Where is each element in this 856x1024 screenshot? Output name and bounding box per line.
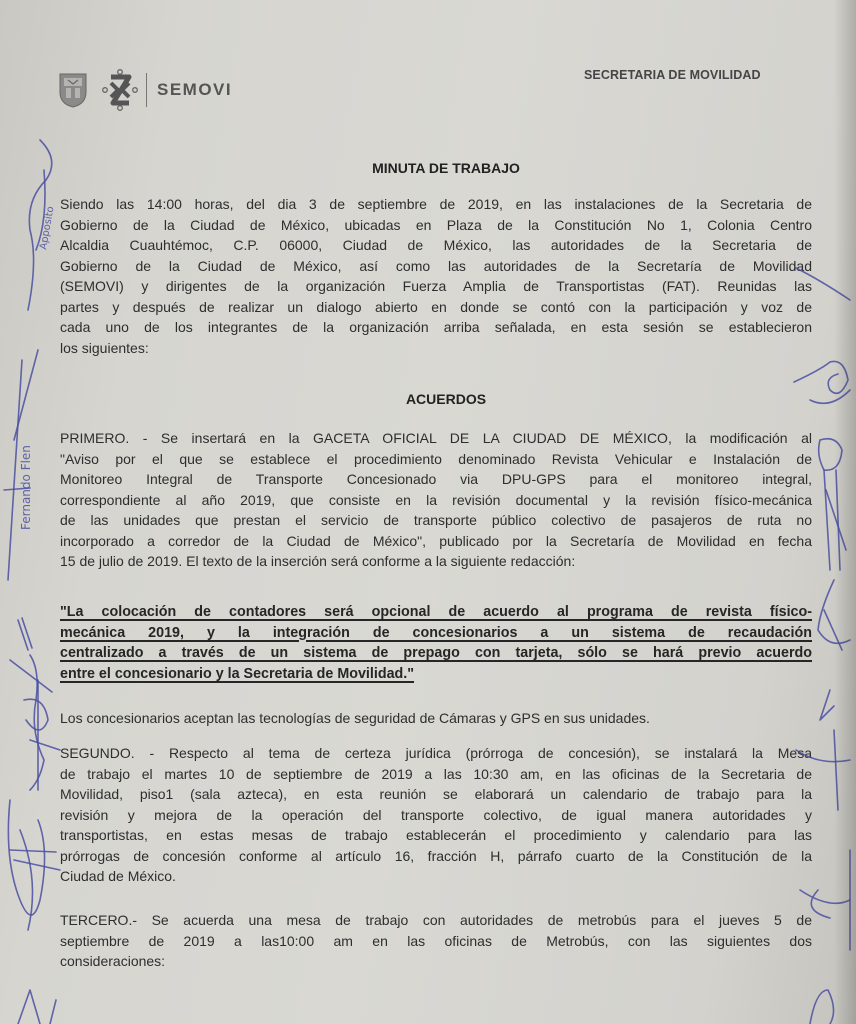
intro-line: cada uno de los integrantes de la organización arriba señalada, en esta sesión se establecieron	[60, 319, 812, 335]
quote-line: "La colocación de contadores será opcional de acuerdo al programa de revista físico-	[60, 604, 812, 620]
semovi-knot-icon	[102, 68, 138, 112]
cdmx-coat-of-arms-icon	[58, 72, 88, 108]
acuerdos-heading: ACUERDOS	[405, 391, 487, 407]
primero-line: "Aviso por el que se establece el procedimiento denominado Revista Vehicular e Instalación de	[60, 450, 812, 467]
intro-line: partes y después de realizar un dialogo abierto en donde se contó con la participación y voz de	[60, 298, 812, 315]
intro-paragraph	[60, 194, 812, 358]
primero-line: de las unidades que prestan el servicio de transporte público colectivo de pasajeros de ruta no	[60, 512, 812, 528]
intro-line: Gobierno de la Ciudad de México, ubicadas en Plaza de la Constitución No 1, Colonia Centro	[60, 216, 812, 233]
segundo-line: de trabajo el martes 10 de septiembre de 2019 a las 10:30 am, en las oficinas de la Secretaria de	[60, 765, 812, 782]
segundo-line: transportistas, en estas mesas de trabajo establecerán el procedimiento y calendario para las	[60, 827, 812, 843]
tercero-line: septiembre de 2019 a las10:00 am en las oficinas de Metrobús, con las siguientes dos	[60, 932, 812, 949]
segundo-line: prórrogas de concesión conforme al artículo 16, fracción H, párrafo cuarto de la Constitución de la	[60, 847, 812, 864]
primero-line: PRIMERO. - Se insertará en la GACETA OFICIAL DE LA CIUDAD DE MÉXICO, la modificación al	[60, 430, 812, 446]
inserted-text-quote	[60, 602, 812, 684]
intro-line: Alcaldia Cuauhtémoc, C.P. 06000, Ciudad de México, las autoridades de la Secretaria de	[60, 237, 812, 253]
intro-line: Gobierno de la Ciudad de México, así como las autoridades de la Secretaría de Movilidad	[60, 257, 812, 274]
intro-line: (SEMOVI) y dirigentes de la organización Fuerza Amplia de Transportistas (FAT). Reunidas las	[60, 278, 812, 294]
intro-line: Siendo las 14:00 horas, del dia 3 de septiembre de 2019, en las instalaciones de la Secretaria de	[60, 196, 812, 212]
semovi-logo-group	[58, 68, 232, 112]
logo-divider	[146, 73, 147, 107]
primero-line: correspondiente al año 2019, que consiste en la revisión documental y la revisión físico-mecánica	[60, 491, 812, 508]
tercero-line: TERCERO.- Se acuerda una mesa de trabajo con autoridades de metrobús para el jueves 5 de	[60, 912, 812, 928]
tercero-paragraph	[60, 910, 812, 972]
semovi-logo-text: SEMOVI	[157, 80, 233, 99]
signature-name-text: Fernando Flen	[19, 445, 33, 530]
page-edge-shadow	[834, 0, 856, 1024]
primero-paragraph	[60, 428, 812, 572]
segundo-paragraph	[60, 743, 812, 887]
segundo-line: SEGUNDO. - Respecto al tema de certeza jurídica (prórroga de concesión), se instalará la Mesa	[60, 745, 812, 761]
segundo-line: revisión y mejora de la operación del transporte colectivo, de igual manera autoridades y	[60, 806, 812, 823]
primero-line: 15 de julio de 2019. El texto de la inserción será conforme a la siguiente redacción:	[60, 553, 576, 569]
quote-line: mecánica 2019, y la integración de concesionarios a un sistema de recaudación	[60, 624, 812, 641]
primero-line: Monitoreo Integral de Transporte Concesionado via DPU-GPS para el monitoreo integral,	[60, 471, 812, 487]
secretaria-heading: SECRETARIA DE MOVILIDAD	[584, 68, 761, 82]
intro-line: los siguientes:	[60, 339, 149, 356]
tecnologias-paragraph	[60, 708, 812, 729]
quote-line: centralizado a través de un sistema de prepago con tarjeta, sólo se hará previo acuerdo	[60, 645, 812, 661]
primero-line: incorporado a corredor de la Ciudad de México", publicado por la Secretaría de Movilidad en fecha	[60, 532, 812, 549]
tecnologias-line: Los concesionarios aceptan las tecnologías de seguridad de Cámaras y GPS en sus unidades.	[60, 710, 650, 726]
segundo-line: Movilidad, piso1 (sala azteca), en esta reunión se elaborará un calendario de trabajo para la	[60, 786, 812, 802]
document-title: MINUTA DE TRABAJO	[372, 160, 520, 176]
quote-line: entre el concesionario y la Secretaria de Movilidad."	[60, 665, 415, 682]
signature-extra-text: Apposito	[38, 205, 57, 251]
tercero-line: consideraciones:	[60, 953, 166, 969]
segundo-line: Ciudad de México.	[60, 868, 176, 884]
left-margin-signature	[0, 110, 60, 590]
